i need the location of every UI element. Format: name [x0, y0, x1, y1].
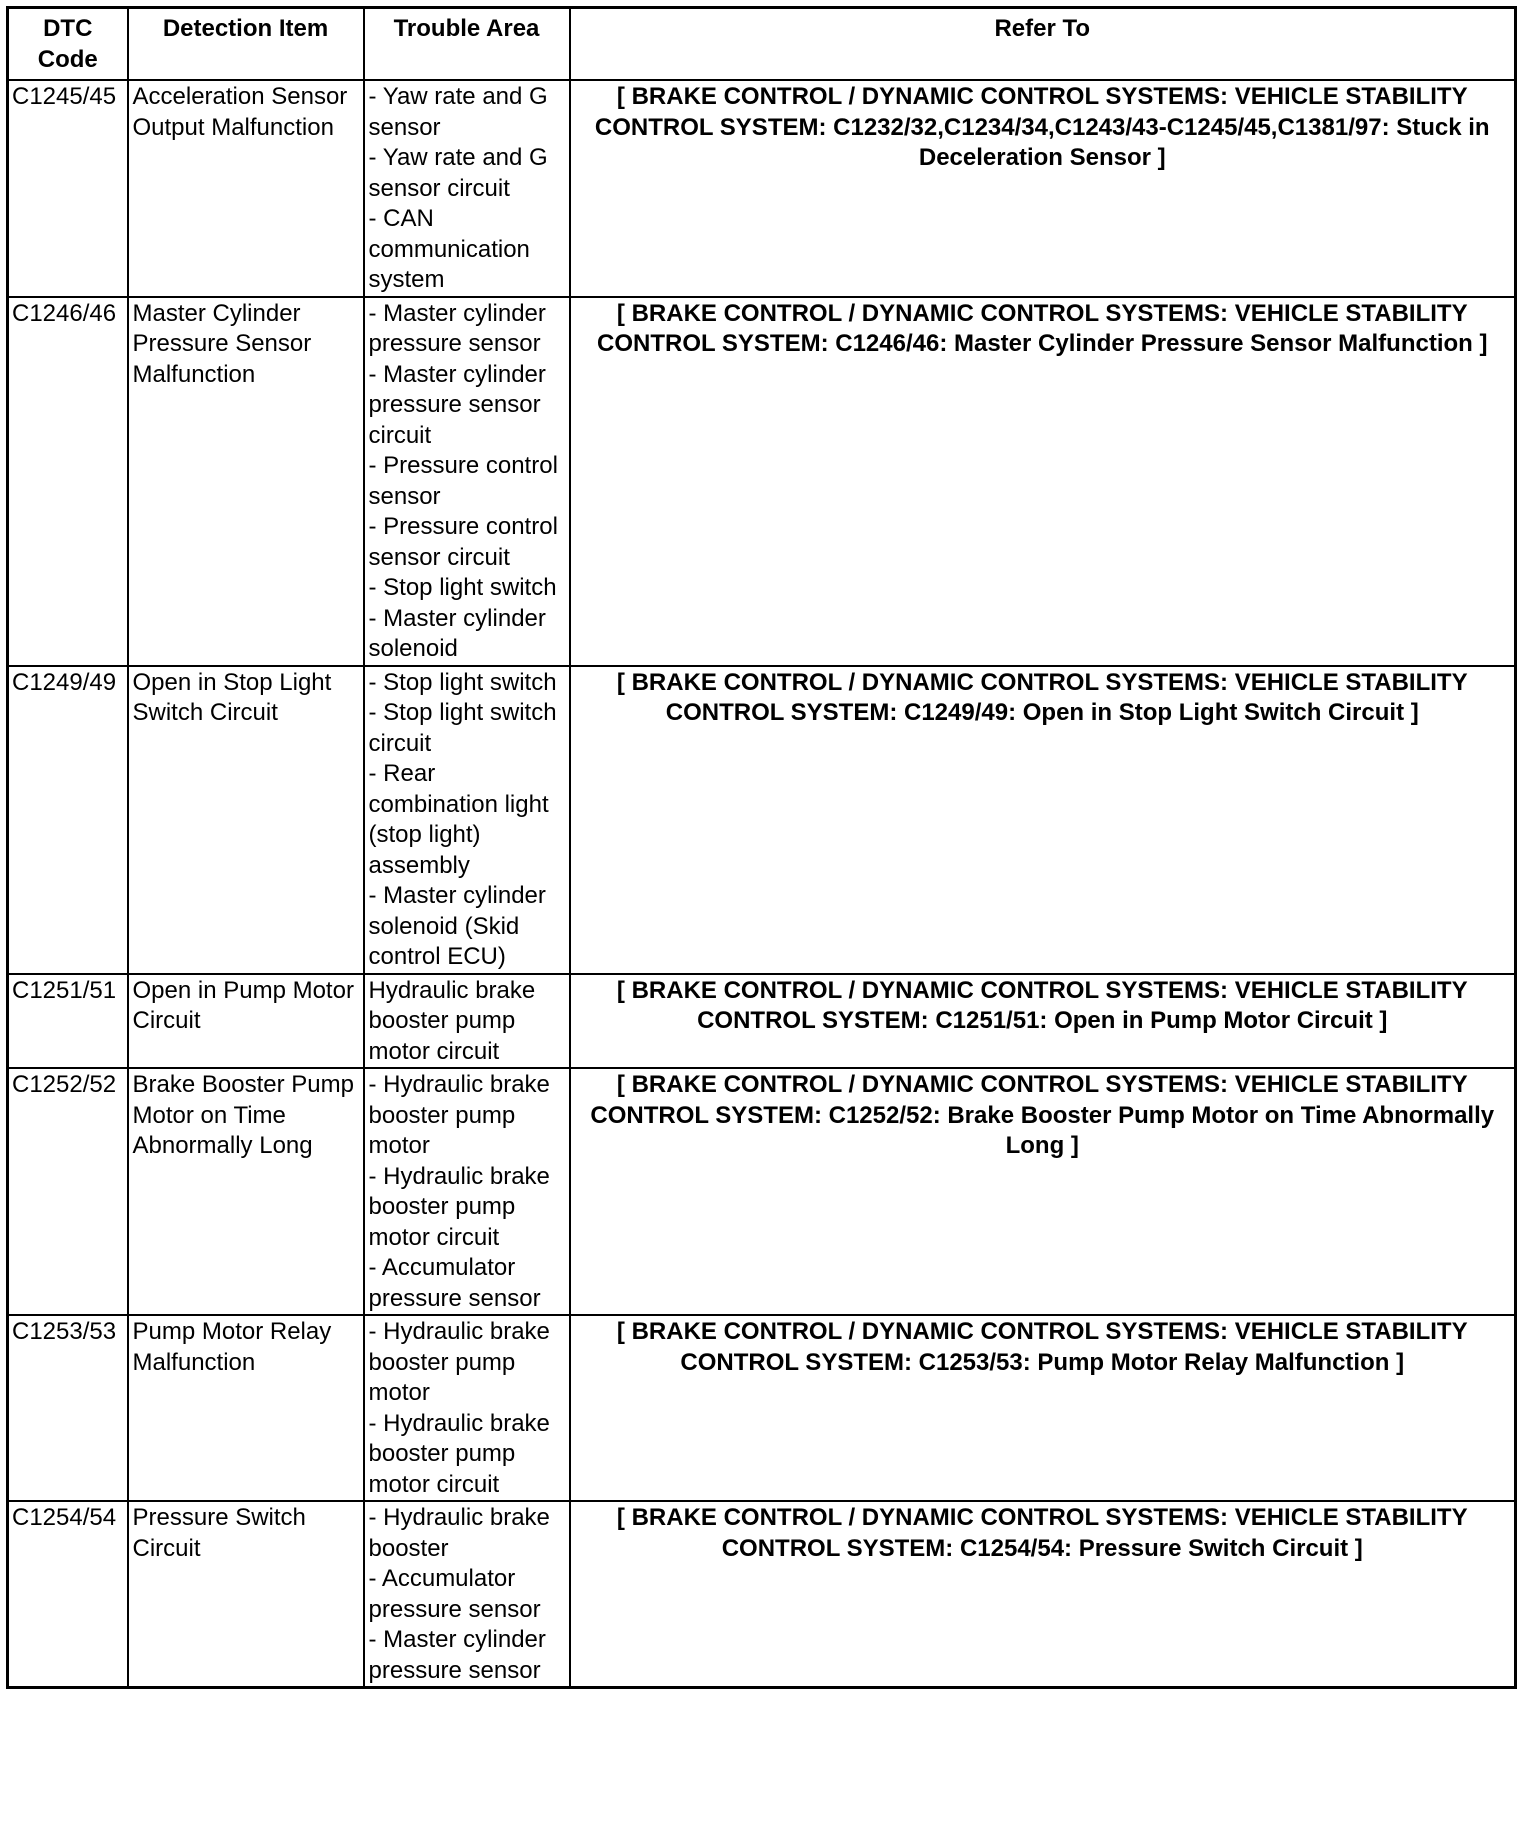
- dtc-code-cell: C1249/49: [8, 666, 128, 974]
- header-detection-item: Detection Item: [128, 8, 364, 81]
- trouble-area-line: - Pressure control sensor: [368, 452, 558, 510]
- trouble-area-line: - Stop light switch: [368, 574, 557, 601]
- trouble-area-cell: [364, 297, 570, 666]
- detection-item-cell: Master Cylinder Pressure Sensor Malfunction: [128, 297, 364, 666]
- detection-item-cell: Acceleration Sensor Output Malfunction: [128, 80, 364, 297]
- trouble-area-line: - Master cylinder solenoid: [368, 604, 546, 662]
- refer-to-cell: [ BRAKE CONTROL / DYNAMIC CONTROL SYSTEMS: VEHICLE STABILITY CONTROL SYSTEM: C1253/53: Pump Motor Relay Malfunction ]: [570, 1315, 1516, 1501]
- trouble-area-cell: [364, 974, 570, 1069]
- trouble-area-line: - Stop light switch: [368, 668, 557, 696]
- table-body: [8, 80, 1516, 1688]
- trouble-area-line: - Master cylinder solenoid (Skid control ECU): [368, 882, 546, 970]
- trouble-area-cell: [364, 80, 570, 297]
- table-row: [8, 80, 1516, 297]
- dtc-table: [6, 6, 1517, 1689]
- trouble-area-cell: [364, 1068, 570, 1315]
- trouble-area-line: - Yaw rate and G sensor: [368, 83, 548, 141]
- trouble-area-line: Hydraulic brake booster pump motor circuit: [368, 976, 536, 1065]
- dtc-code-cell: C1252/52: [8, 1068, 128, 1315]
- dtc-code-cell: C1245/45: [8, 80, 128, 297]
- trouble-area-cell: [364, 666, 570, 974]
- refer-to-cell: [ BRAKE CONTROL / DYNAMIC CONTROL SYSTEMS: VEHICLE STABILITY CONTROL SYSTEM: C1252/52: Brake Booster Pump Motor on Time Abnormally Long ]: [570, 1068, 1516, 1315]
- trouble-area-line: - Master cylinder pressure sensor: [368, 1626, 546, 1684]
- header-refer-to: Refer To: [570, 8, 1516, 81]
- header-row: [8, 8, 1516, 81]
- dtc-code-cell: C1251/51: [8, 974, 128, 1069]
- trouble-area-line: - Hydraulic brake booster pump motor: [368, 1318, 550, 1406]
- trouble-area-line: - Master cylinder pressure sensor: [368, 299, 546, 357]
- trouble-area-line: - Stop light switch circuit: [368, 699, 557, 757]
- dtc-code-cell: C1254/54: [8, 1501, 128, 1688]
- table-row: [8, 1315, 1516, 1501]
- trouble-area-line: - Hydraulic brake booster pump motor circuit: [368, 1409, 550, 1498]
- table-row: [8, 297, 1516, 666]
- detection-item-cell: Open in Stop Light Switch Circuit: [128, 666, 364, 974]
- trouble-area-cell: [364, 1315, 570, 1501]
- detection-item-cell: Brake Booster Pump Motor on Time Abnormally Long: [128, 1068, 364, 1315]
- header-trouble-area: Trouble Area: [364, 8, 570, 81]
- trouble-area-line: - Yaw rate and G sensor circuit: [368, 144, 548, 202]
- dtc-code-cell: C1253/53: [8, 1315, 128, 1501]
- trouble-area-line: - CAN communication system: [368, 205, 530, 293]
- refer-to-cell: [ BRAKE CONTROL / DYNAMIC CONTROL SYSTEMS: VEHICLE STABILITY CONTROL SYSTEM: C1249/49: Open in Stop Light Switch Circuit ]: [570, 666, 1516, 974]
- table-row: [8, 1068, 1516, 1315]
- table-row: [8, 974, 1516, 1069]
- refer-to-cell: [ BRAKE CONTROL / DYNAMIC CONTROL SYSTEMS: VEHICLE STABILITY CONTROL SYSTEM: C1232/32,C1234/34,C1243/43-C1245/45,C1381/97: Stuck in Deceleration Sensor ]: [570, 80, 1516, 297]
- trouble-area-line: - Pressure control sensor circuit: [368, 513, 558, 571]
- detection-item-cell: Open in Pump Motor Circuit: [128, 974, 364, 1069]
- trouble-area-line: - Accumulator pressure sensor: [368, 1254, 541, 1312]
- trouble-area-line: - Master cylinder pressure sensor circuit: [368, 360, 546, 449]
- dtc-code-cell: C1246/46: [8, 297, 128, 666]
- detection-item-cell: Pressure Switch Circuit: [128, 1501, 364, 1688]
- trouble-area-line: - Hydraulic brake booster pump motor: [368, 1071, 550, 1159]
- refer-to-cell: [ BRAKE CONTROL / DYNAMIC CONTROL SYSTEMS: VEHICLE STABILITY CONTROL SYSTEM: C1251/51: Open in Pump Motor Circuit ]: [570, 974, 1516, 1069]
- trouble-area-line: - Accumulator pressure sensor: [368, 1565, 541, 1623]
- detection-item-cell: Pump Motor Relay Malfunction: [128, 1315, 364, 1501]
- header-dtc-code: DTC Code: [8, 8, 128, 81]
- refer-to-cell: [ BRAKE CONTROL / DYNAMIC CONTROL SYSTEMS: VEHICLE STABILITY CONTROL SYSTEM: C1254/54: Pressure Switch Circuit ]: [570, 1501, 1516, 1688]
- trouble-area-line: - Rear combination light (stop light) assembly: [368, 760, 549, 879]
- table-row: [8, 1501, 1516, 1688]
- refer-to-cell: [ BRAKE CONTROL / DYNAMIC CONTROL SYSTEMS: VEHICLE STABILITY CONTROL SYSTEM: C1246/46: Master Cylinder Pressure Sensor Malfunction ]: [570, 297, 1516, 666]
- table-row: [8, 666, 1516, 974]
- trouble-area-line: - Hydraulic brake booster pump motor circuit: [368, 1162, 550, 1251]
- trouble-area-cell: [364, 1501, 570, 1688]
- trouble-area-line: - Hydraulic brake booster: [368, 1504, 550, 1562]
